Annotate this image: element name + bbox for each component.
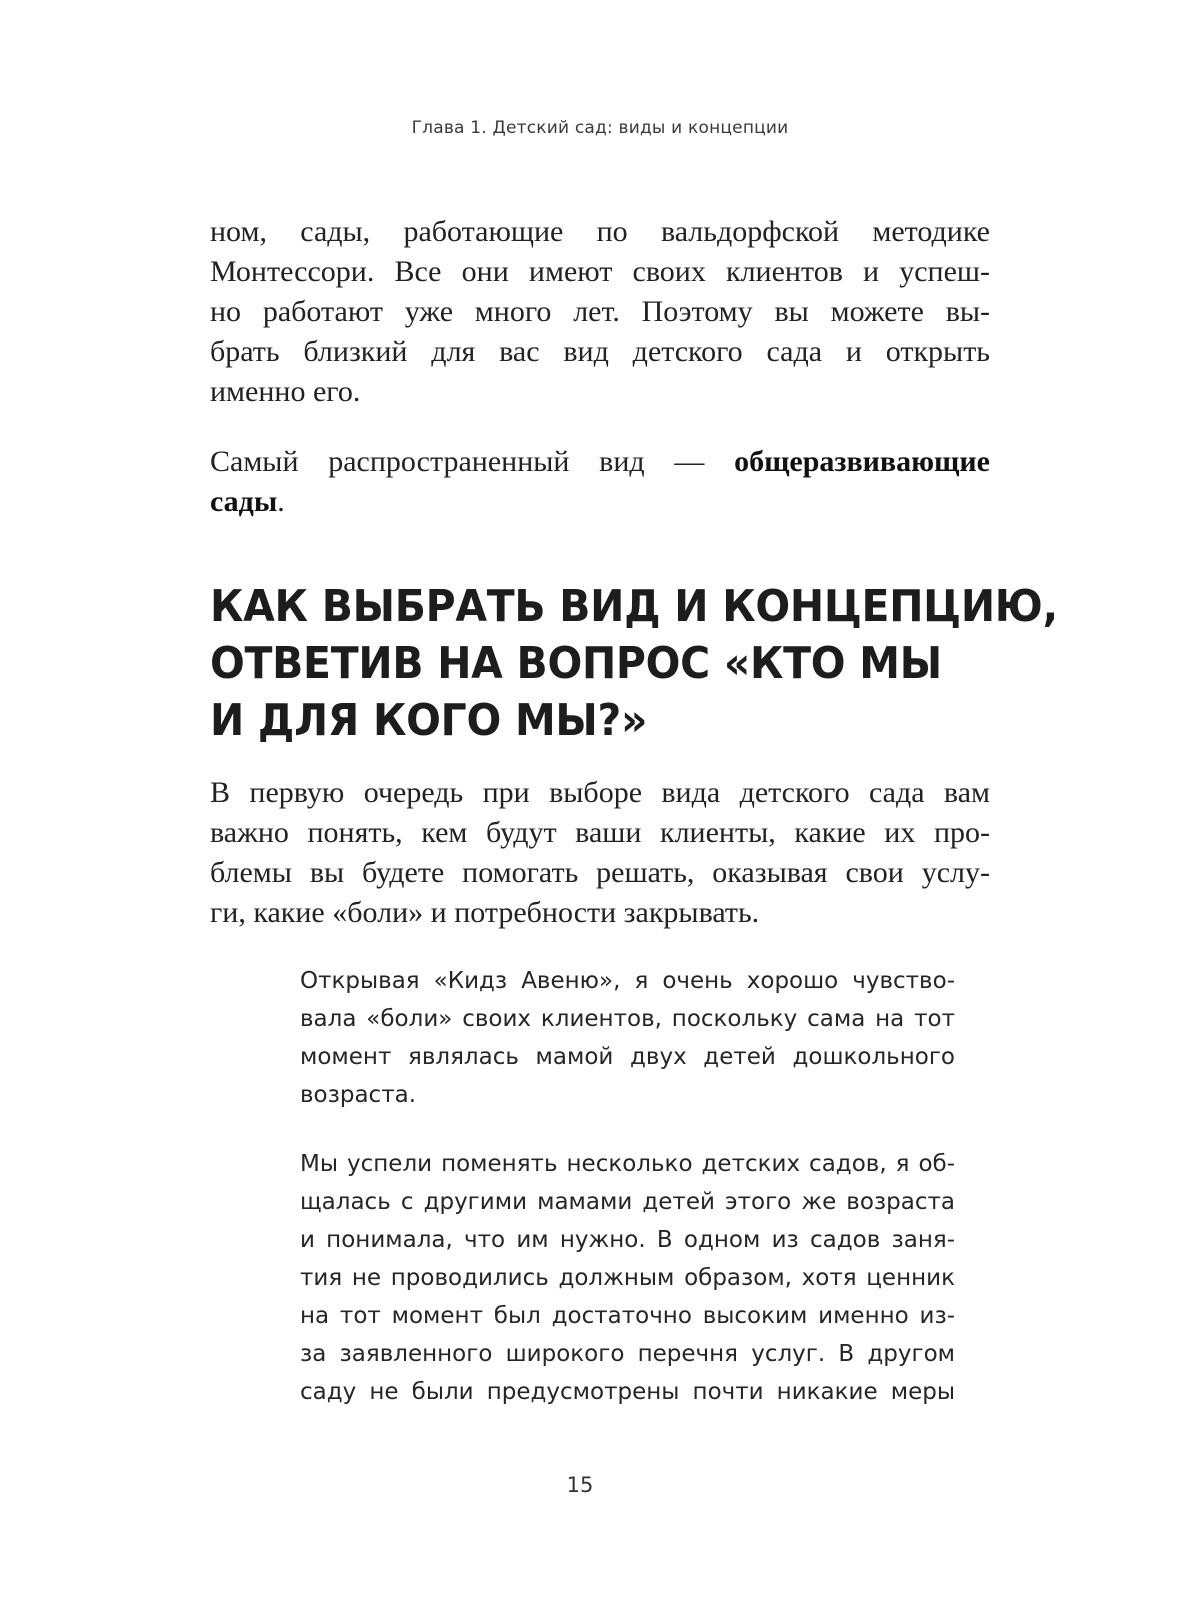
quote-line: за заявленного широкого перечня услуг. В другом	[300, 1341, 955, 1367]
author-quote	[300, 1145, 955, 1411]
text-line: ги, какие «боли» и потребности закрывать.	[210, 896, 760, 929]
text-line: важно понять, кем будут ваши клиенты, какие их про-	[210, 816, 990, 849]
text-line: ном, сады, работающие по вальдорфской методике	[210, 215, 990, 248]
bold-term: общеразвивающие	[734, 445, 990, 478]
quote-line: Открывая «Кидз Авеню», я очень хорошо чувство-	[300, 968, 955, 994]
quote-line: щалась с другими мамами детей этого же возраста	[300, 1189, 955, 1215]
quote-line: возраста.	[300, 1082, 416, 1108]
quote-line: момент являлась мамой двух детей дошкольного	[300, 1044, 955, 1070]
section-heading	[210, 578, 1058, 749]
quote-line: вала «боли» своих клиентов, поскольку сама на тот	[300, 1006, 955, 1032]
heading-line: ОТВЕТИВ НА ВОПРОС «КТО МЫ	[210, 638, 942, 689]
quote-line: на тот момент был достаточно высоким именно из-	[300, 1303, 955, 1329]
page-number: 15	[566, 1473, 594, 1497]
heading-line: КАК ВЫБРАТЬ ВИД И КОНЦЕПЦИЮ,	[210, 581, 1058, 632]
running-head: Глава 1. Детский сад: виды и концепции	[411, 118, 789, 138]
text-fragment: .	[277, 485, 285, 518]
heading-line: И ДЛЯ КОГО МЫ?»	[210, 695, 648, 746]
bold-term: сады	[210, 485, 278, 518]
body-paragraph	[210, 212, 990, 412]
text-line: но работают уже много лет. Поэтому вы можете вы-	[210, 295, 990, 328]
text-line: блемы вы будете помогать решать, оказывая свои услу-	[210, 856, 990, 889]
author-quote	[300, 962, 955, 1114]
text-line: именно его.	[210, 375, 361, 408]
text-line	[210, 482, 990, 522]
quote-line: и понимала, что им нужно. В одном из садов заня-	[300, 1227, 955, 1253]
text-line	[210, 442, 990, 482]
text-line: В первую очередь при выборе вида детского сада вам	[210, 776, 990, 809]
body-paragraph	[210, 442, 990, 522]
quote-line: саду не были предусмотрены почти никакие меры	[300, 1379, 955, 1405]
body-paragraph	[210, 773, 990, 933]
text-fragment: Самый распространенный вид —	[210, 445, 735, 478]
quote-line: Мы успели поменять несколько детских садов, я об-	[300, 1151, 955, 1177]
text-line: брать близкий для вас вид детского сада и открыть	[210, 335, 990, 368]
quote-line: тия не проводились должным образом, хотя ценник	[300, 1265, 955, 1291]
text-line: Монтессори. Все они имеют своих клиентов и успеш-	[210, 255, 990, 288]
